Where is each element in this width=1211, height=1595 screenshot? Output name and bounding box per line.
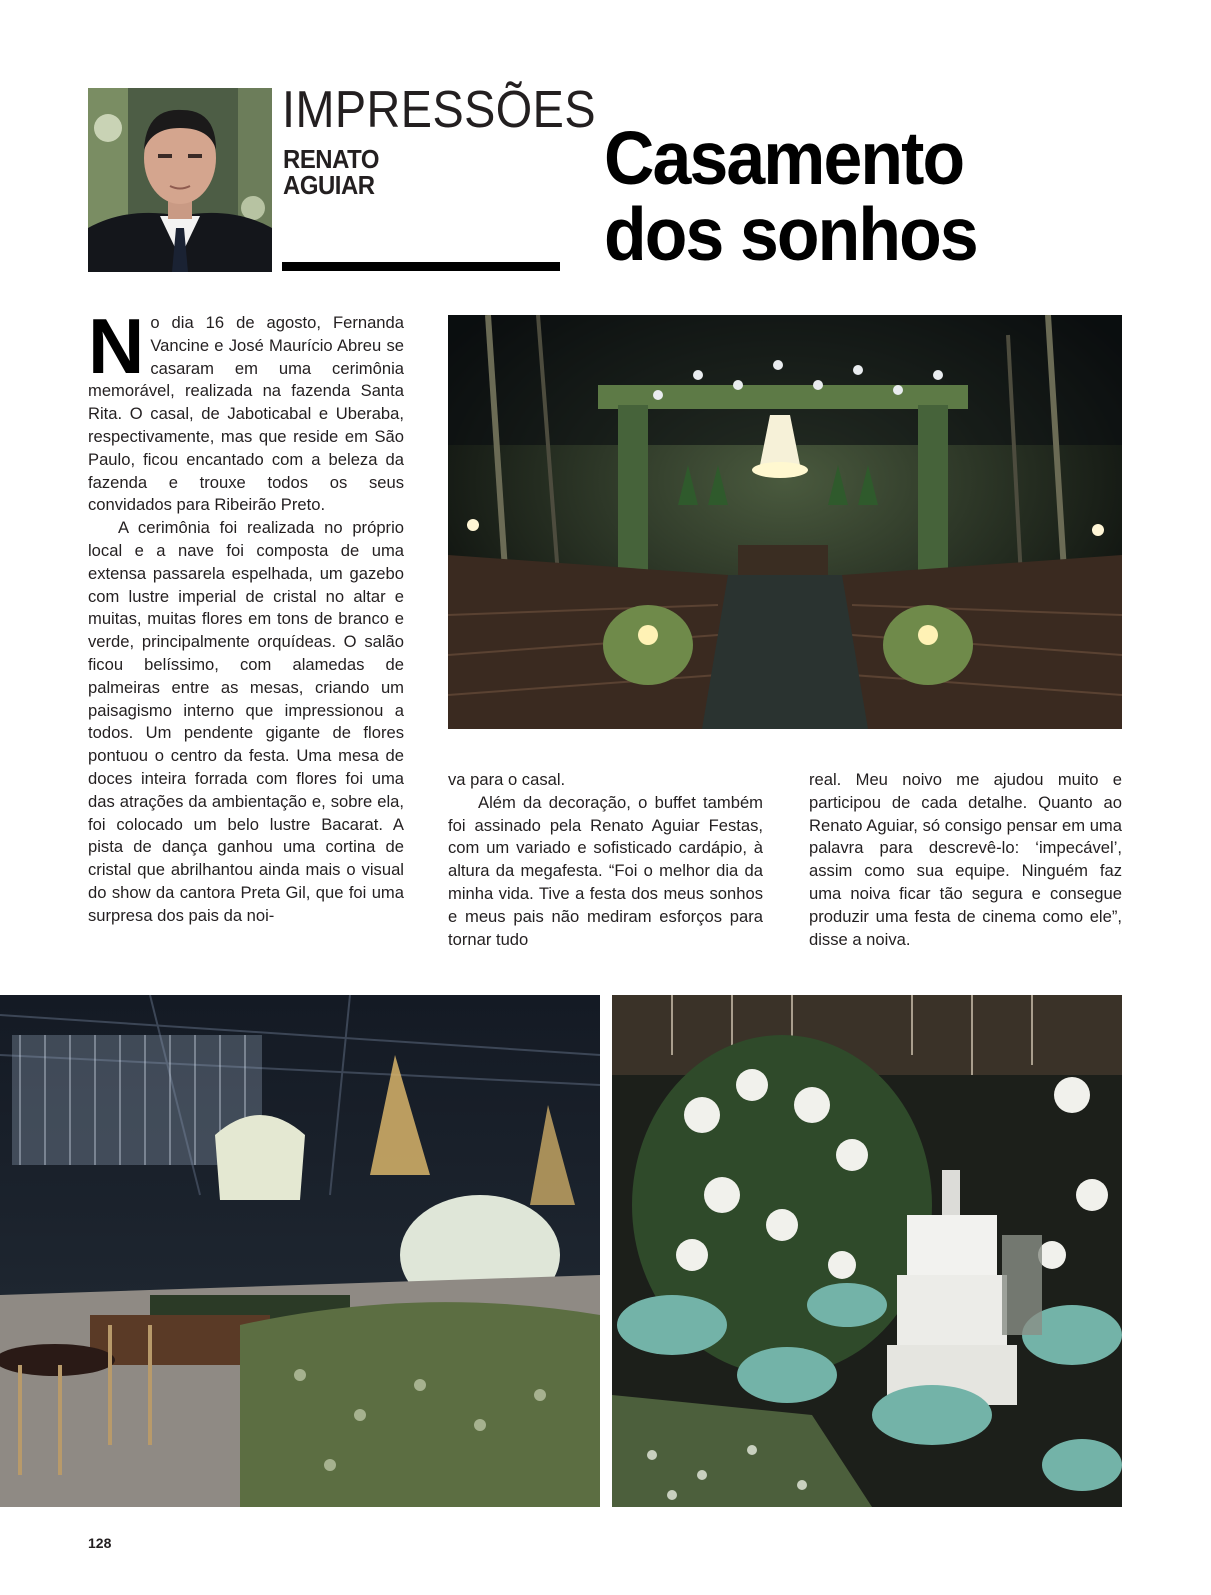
article-column-2 [448,769,763,951]
author-first-name: RENATO [283,144,380,174]
article-paragraph-2: A cerimônia foi realizada no próprio local e a nave foi composta de uma extensa passarela espelhada, um gazebo com lustre imperial de cristal no altar e muitas, muitas flores em tons de branco e verde, principalmente orquídeas. O salão ficou belíssimo, com alamedas de palmeiras entre as mesas, criando um paisagismo interno que impressionou a todos. Um pendente gigante de flores pontuou o centro da festa. Uma mesa de doces inteira forrada com flores foi uma das atrações da ambientação e, sobre ela, foi colocado um belo lustre Bacarat. A pista de dança ganhou uma cortina de cristal que abrilhantou ainda mais o visual do show da cantora Preta Gil, que foi uma surpresa dos pais da noi- [88,518,404,925]
headline [604,116,977,276]
section-title: IMPRESSÕES [282,81,596,139]
ceremony-photo [448,315,1122,729]
cake-table-photo [612,995,1122,1507]
page-number: 128 [88,1535,112,1551]
author-name [283,146,379,198]
drop-cap: N [88,302,145,390]
article-paragraph-3: Além da decoração, o buffet também foi assinado pela Renato Aguiar Festas, com um variado e sofisticado cardápio, à altura da megafesta. “Foi o melhor dia da minha vida. Tive a festa dos meus sonhos e meus pais não mediram esforços para tornar tudo [448,792,763,949]
paragraph-1-text: o dia 16 de agosto, Fernanda Vancine e José Maurício Abreu se casaram em uma cerimônia memorável, realizada na fazenda Santa Rita. O casal, de Jaboticabal e Uberaba, respectivamente, mas que reside em São Paulo, ficou encantado com a beleza da fazenda e trouxe todos os seus convidados para Ribeirão Preto. [88,313,404,515]
header-rule [282,262,560,271]
article-column-1 [88,302,404,928]
headline-line-2: dos sonhos [604,192,977,276]
article-column-3 [809,769,1122,951]
article-paragraph-2-continued: va para o casal. [448,770,566,789]
article-paragraph-3-continued: real. Meu noivo me ajudou muito e participou de cada detalhe. Quanto ao Renato Aguiar, só consigo pensar em uma palavra para descrevê-lo: ‘impecável’, assim como sua equipe. Ninguém faz uma noiva ficar tão segura e consegue produzir uma festa de cinema como ele”, disse a noiva. [809,770,1122,949]
author-portrait [88,88,272,272]
reception-hall-photo [0,995,600,1507]
author-last-name: AGUIAR [283,170,375,200]
article-paragraph-1 [88,302,404,517]
headline-line-1: Casamento [604,116,964,200]
